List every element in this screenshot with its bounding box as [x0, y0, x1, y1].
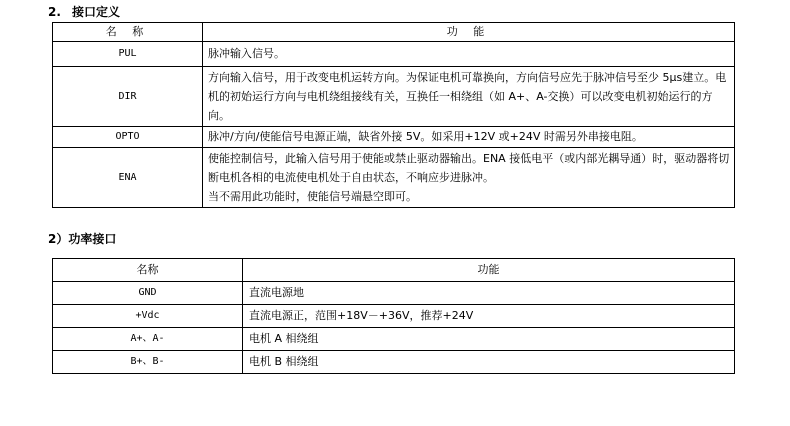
table-row: [53, 305, 735, 328]
table-row: [53, 127, 735, 148]
table-header-row: [53, 23, 735, 42]
signal-name: DIR: [53, 67, 203, 127]
signal-name: ENA: [53, 148, 203, 208]
section-heading-power: 2）功率接口: [48, 232, 117, 246]
table-header-row: [53, 259, 735, 282]
signal-description: [203, 148, 735, 208]
signal-description: [203, 42, 735, 67]
interface-definition-table: [52, 22, 735, 208]
terminal-description: 直流电源正，范围+18V－+36V，推荐+24V: [243, 305, 735, 328]
signal-description: [203, 67, 735, 127]
description-line: 使能控制信号，此输入信号用于使能或禁止驱动器输出。ENA 接低电平（或内部光耦导通）时，驱动器将切断电机各相的电流使电机处于自由状态，不响应步进脉冲。: [208, 152, 730, 184]
header-function: 功 能: [203, 23, 735, 42]
terminal-description: 电机 B 相绕组: [243, 351, 735, 374]
terminal-description: 直流电源地: [243, 282, 735, 305]
header-function: 功能: [243, 259, 735, 282]
terminal-name: +Vdc: [53, 305, 243, 328]
table-row: [53, 282, 735, 305]
header-name: 名 称: [53, 23, 203, 42]
signal-name: PUL: [53, 42, 203, 67]
table-row: [53, 148, 735, 208]
signal-description: [203, 127, 735, 148]
table-row: [53, 42, 735, 67]
section-number: 2.: [48, 5, 61, 19]
terminal-name: GND: [53, 282, 243, 305]
description-line: 当不需用此功能时，使能信号端悬空即可。: [208, 190, 417, 203]
header-name: 名称: [53, 259, 243, 282]
section-title: 接口定义: [72, 5, 121, 19]
table-row: [53, 67, 735, 127]
power-interface-table: [52, 258, 735, 374]
signal-name: OPTO: [53, 127, 203, 148]
table-row: [53, 351, 735, 374]
terminal-name: A+、A-: [53, 328, 243, 351]
description-line: 脉冲输入信号。: [208, 47, 285, 60]
terminal-description: 电机 A 相绕组: [243, 328, 735, 351]
description-line: 方向输入信号，用于改变电机运转方向。为保证电机可靠换向，方向信号应先于脉冲信号至少 5μs建立。电机的初始运行方向与电机绕组接线有关，互换任一相绕组（如 A+、A-交换）可以改变电机初始运行的方向。: [208, 71, 727, 122]
terminal-name: B+、B-: [53, 351, 243, 374]
table-row: [53, 328, 735, 351]
section-heading-interface: [48, 3, 120, 20]
description-line: 脉冲/方向/使能信号电源正端，缺省外接 5V。如采用+12V 或+24V 时需另外串接电阻。: [208, 130, 643, 143]
